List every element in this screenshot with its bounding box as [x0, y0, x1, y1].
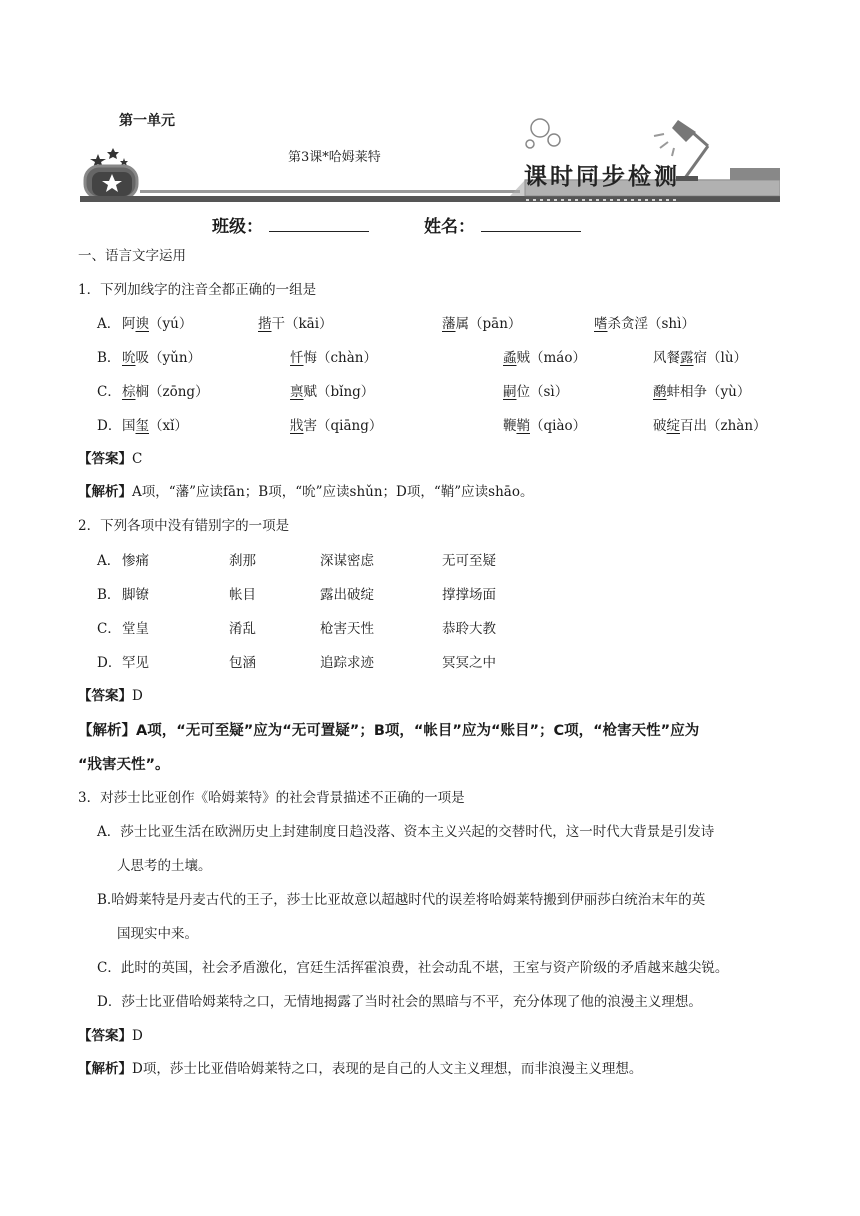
underlined-char: 鹬 [653, 384, 667, 400]
q1-option-item: 破绽百出（zhàn） [653, 418, 767, 434]
q1-answer: 【答案】C [78, 451, 143, 467]
q1-option-label: C． [97, 384, 121, 400]
q3-option-b-cont: 国现实中来。 [117, 926, 198, 942]
q2-option-item: 刹那 [229, 553, 256, 569]
underlined-char: 禀 [290, 384, 304, 400]
name-field [424, 212, 581, 237]
class-field [212, 212, 369, 237]
q2-option-item: 包涵 [229, 655, 256, 671]
q1-option-label: D． [97, 418, 122, 434]
underlined-char: 忏 [290, 350, 304, 366]
banner-title: 课时同步检测 [524, 164, 680, 190]
underlined-char: 棕 [122, 384, 136, 400]
q1-stem: 1．下列加线字的注音全都正确的一组是 [78, 282, 317, 298]
underlined-char: 藩 [442, 316, 456, 332]
q2-explanation-line2: “戕害天性”。 [78, 757, 170, 773]
q3-answer: 【答案】D [78, 1028, 143, 1044]
q1-option-item: 国玺（xǐ） [122, 418, 188, 434]
q2-option-item: 惨痛 [122, 553, 149, 569]
class-label: 班级： [212, 217, 263, 237]
star-medal-icon [85, 148, 137, 198]
underlined-char: 玺 [135, 418, 149, 434]
q1-option-item: 揩干（kāi） [258, 316, 333, 332]
q2-option-item: 冥冥之中 [442, 655, 496, 671]
underlined-char: 吮 [122, 350, 136, 366]
q2-stem: 2．下列各项中没有错别字的一项是 [78, 518, 290, 534]
q2-option-label: B． [97, 587, 121, 603]
q3-option-b: B.哈姆莱特是丹麦古代的王子，莎士比亚故意以超越时代的误差将哈姆莱特搬到伊丽莎白统治末年的英 [97, 892, 706, 908]
q1-option-item: 禀赋（bǐng） [290, 384, 375, 400]
q1-option-label: A． [97, 316, 121, 332]
q2-answer: 【答案】D [78, 688, 143, 704]
q1-option-item: 阿谀（yú） [122, 316, 193, 332]
underlined-char: 绽 [666, 418, 680, 434]
q1-option-item: 戕害（qiāng） [290, 418, 383, 434]
class-blank [269, 217, 369, 232]
underlined-char: 嗣 [503, 384, 517, 400]
unit-title: 第一单元 [119, 113, 175, 129]
q1-option-item: 嗣位（sì） [503, 384, 569, 400]
q3-option-a-cont: 人思考的土壤。 [117, 858, 212, 874]
underlined-char: 露 [680, 350, 694, 366]
q2-option-item: 罕见 [122, 655, 149, 671]
q1-option-item: 吮吸（yǔn） [122, 350, 202, 366]
name-blank [481, 217, 581, 232]
underlined-char: 蟊 [503, 350, 517, 366]
q1-option-item: 藩属（pān） [442, 316, 522, 332]
q2-option-label: A． [97, 553, 121, 569]
underlined-char: 谀 [135, 316, 149, 332]
q2-option-item: 撑撑场面 [442, 587, 496, 603]
q1-option-item: 蟊贼（máo） [503, 350, 586, 366]
q1-option-item: 嗜杀贪淫（shì） [594, 316, 695, 332]
q3-stem: 3．对莎士比亚创作《哈姆莱特》的社会背景描述不正确的一项是 [78, 790, 465, 806]
q3-option-c: C．此时的英国，社会矛盾激化，宫廷生活挥霍浪费，社会动乱不堪，王室与资产阶级的矛盾越来越尖锐。 [97, 960, 729, 976]
q3-option-d: D．莎士比亚借哈姆莱特之口，无情地揭露了当时社会的黑暗与不平，充分体现了他的浪漫主义理想。 [97, 994, 702, 1010]
q2-option-item: 脚镣 [122, 587, 149, 603]
lesson-title: 第3课*哈姆莱特 [288, 150, 381, 165]
q2-option-item: 露出破绽 [320, 587, 374, 603]
q2-option-label: C． [97, 621, 121, 637]
q1-explanation: 【解析】A项，“藩”应读fān；B项，“吮”应读shǔn；D项，“鞘”应读shāo。 [78, 484, 534, 500]
section-heading: 一、语言文字运用 [78, 248, 186, 264]
underlined-char: 鞘 [516, 418, 530, 434]
underlined-char: 揩 [258, 316, 272, 332]
name-label: 姓名： [424, 217, 475, 237]
q3-option-a: A．莎士比亚生活在欧洲历史上封建制度日趋没落、资本主义兴起的交替时代，这一时代大背景是引发诗 [97, 824, 715, 840]
q2-option-item: 帐目 [229, 587, 256, 603]
q2-option-item: 恭聆大教 [442, 621, 496, 637]
underlined-char: 嗜 [594, 316, 608, 332]
q1-option-item: 忏悔（chàn） [290, 350, 377, 366]
q2-explanation-line1: 【解析】A项，“无可至疑”应为“无可置疑”；B项，“帐目”应为“账目”；C项，“枪害天性”应为 [78, 723, 700, 739]
q2-option-item: 无可至疑 [442, 553, 496, 569]
q2-option-label: D． [97, 655, 122, 671]
q1-option-label: B． [97, 350, 121, 366]
q2-option-item: 深谋密虑 [320, 553, 374, 569]
q1-option-item: 鹬蚌相争（yù） [653, 384, 751, 400]
q3-explanation: 【解析】D项，莎士比亚借哈姆莱特之口，表现的是自己的人文主义理想，而非浪漫主义理想。 [78, 1061, 643, 1077]
q1-option-item: 鞭鞘（qiào） [503, 418, 587, 434]
q1-option-item: 风餐露宿（lù） [653, 350, 748, 366]
underlined-char: 戕 [290, 418, 304, 434]
q2-option-item: 追踪求迹 [320, 655, 374, 671]
q2-option-item: 枪害天性 [320, 621, 374, 637]
q2-option-item: 淆乱 [229, 621, 256, 637]
q2-option-item: 堂皇 [122, 621, 149, 637]
q1-option-item: 棕榈（zōng） [122, 384, 209, 400]
